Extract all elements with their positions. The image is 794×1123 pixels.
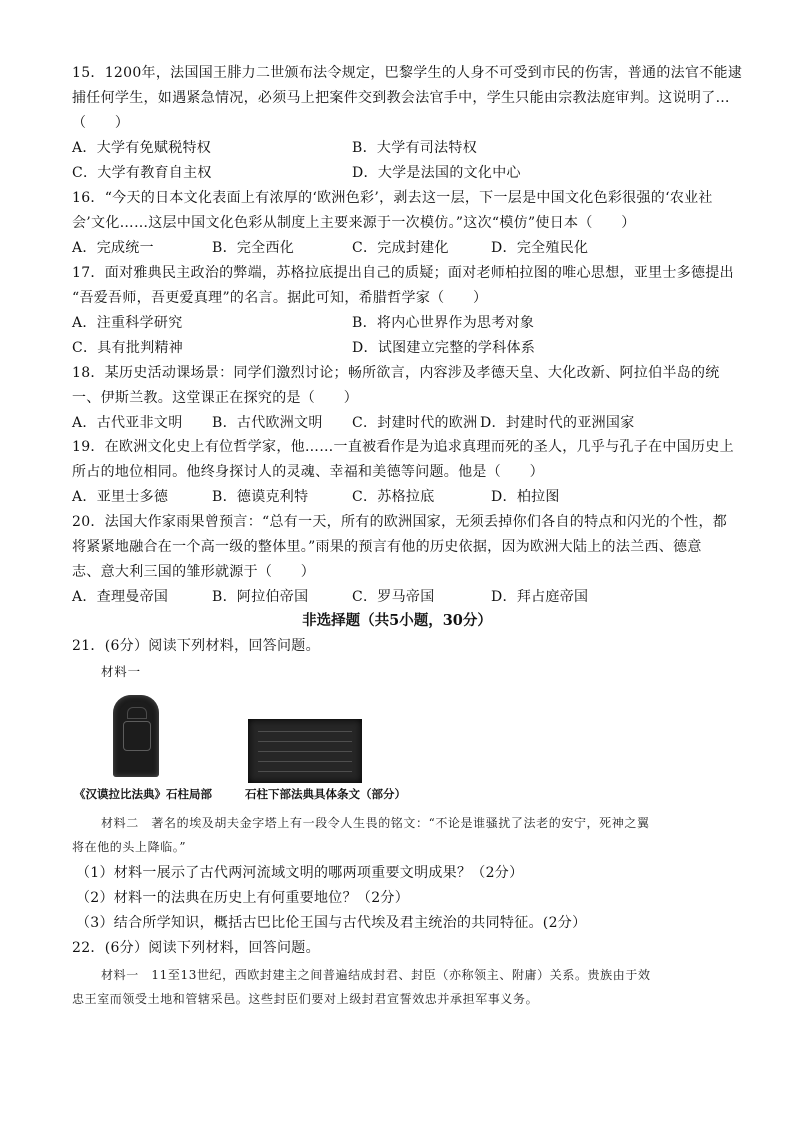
option-c: C．封建时代的欧洲 xyxy=(352,415,478,431)
option-d: D．柏拉图 xyxy=(491,489,560,505)
option-a: A．大学有免赋税特权 xyxy=(72,140,212,156)
option-c: C．苏格拉底 xyxy=(352,489,435,505)
option-a: A．查理曼帝国 xyxy=(72,589,169,605)
question-stem-line: “吾爱吾师，吾更爱真理”的名言。据此可知，希腊哲学家（ ） xyxy=(72,290,488,306)
question-stem-line: 16．“今天的日本文化表面上有浓厚的‘欧洲色彩’，剥去这一层，下一层是中国文化色彩很强的‘农业社 xyxy=(72,190,713,206)
material-line: 材料二 著名的埃及胡夫金字塔上有一段令人生畏的铭文：“不论是谁骚扰了法老的安宁，死神之翼 xyxy=(101,816,650,830)
question-stem-line: 将紧紧地融合在一个高一级的整体里。”雨果的预言有他的历史依据，因为欧洲大陆上的法兰西、德意 xyxy=(72,539,702,555)
option-a: A．完成统一 xyxy=(72,240,154,256)
question-stem-line: （ ） xyxy=(72,115,130,131)
material-label: 材料一 xyxy=(101,664,141,679)
question-stem-line: 捕任何学生，如遇紧急情况，必须马上把案件交到教会法官手中，学生只能由宗教法庭审判。这说明了… xyxy=(72,90,730,106)
inscription-row xyxy=(258,761,352,762)
question-intro: 22．(6分）阅读下列材料，回答问题。 xyxy=(72,940,320,956)
option-a: A．亚里士多德 xyxy=(72,489,169,505)
option-d: D．拜占庭帝国 xyxy=(491,589,589,605)
option-a: A．古代亚非文明 xyxy=(72,415,183,431)
image-caption: 《汉谟拉比法典》石柱局部 xyxy=(74,787,212,801)
option-d: D．封建时代的亚洲国家 xyxy=(480,415,635,431)
inscription-row xyxy=(258,751,352,752)
option-c: C．完成封建化 xyxy=(352,240,449,256)
hammurabi-stele-image xyxy=(113,695,159,777)
option-b: B．阿拉伯帝国 xyxy=(212,589,309,605)
option-d: D．大学是法国的文化中心 xyxy=(352,165,521,181)
inscription-row xyxy=(258,731,352,732)
inscription-row xyxy=(258,741,352,742)
question-stem-line: 一、伊斯兰教。这堂课正在探究的是（ ） xyxy=(72,390,358,406)
option-a: A．注重科学研究 xyxy=(72,315,183,331)
question-stem-line: 19．在欧洲文化史上有位哲学家，他……一直被看作是为追求真理而死的圣人，几乎与孔子在中国历史上 xyxy=(72,439,734,455)
material-line: 忠王室而领受土地和管辖采邑。这些封臣们要对上级封君宣誓效忠并承担军事义务。 xyxy=(72,992,539,1006)
question-stem-line: 17．面对雅典民主政治的弊端，苏格拉底提出自己的质疑；面对老师柏拉图的唯心思想，亚里士多德提出 xyxy=(72,265,734,281)
question-stem-line: 志、意大利三国的雏形就源于（ ） xyxy=(72,564,316,580)
law-code-inscription-image xyxy=(248,719,362,783)
stele-carving xyxy=(127,707,147,719)
question-stem-line: 20．法国大作家雨果曾预言：“总有一天，所有的欧洲国家，无须丢掉你们各自的特点和闪光的个性，都 xyxy=(72,514,728,530)
question-stem-line: 18．某历史活动课场景：同学们激烈讨论；畅所欲言，内容涉及孝德天皇、大化改新、阿拉伯半岛的统 xyxy=(72,365,720,381)
option-d: D．完全殖民化 xyxy=(491,240,589,256)
question-intro: 21．(6分）阅读下列材料，回答问题。 xyxy=(72,638,320,654)
inscription-row xyxy=(258,771,352,772)
section-title: 非选择题（共5小题，30分） xyxy=(302,612,492,629)
question-stem-line: 所占的地位相同。他终身探讨人的灵魂、幸福和美德等问题。他是（ ） xyxy=(72,464,544,480)
question-stem-line: 15．1200年，法国国王腓力二世颁布法令规定，巴黎学生的人身不可受到市民的伤害，普通的法官不能逮 xyxy=(72,65,743,81)
material-line: 材料一 11至13世纪，西欧封建主之间普遍结成封君、封臣（亦称领主、附庸）关系。贵族由于效 xyxy=(101,968,651,982)
option-b: B．完全西化 xyxy=(212,240,295,256)
option-b: B．将内心世界作为思考对象 xyxy=(352,315,535,331)
sub-question: （2）材料一的法典在历史上有何重要地位？（2分） xyxy=(76,890,410,906)
option-b: B．古代欧洲文明 xyxy=(212,415,323,431)
option-d: D．试图建立完整的学科体系 xyxy=(352,340,536,356)
question-stem-line: 会’文化……这层中国文化色彩从制度上主要来源于一次模仿。”这次“模仿”使日本（ ） xyxy=(72,215,636,231)
image-caption: 石柱下部法典具体条文（部分） xyxy=(245,787,406,801)
sub-question: （1）材料一展示了古代两河流域文明的哪两项重要文明成果？（2分） xyxy=(76,865,524,881)
option-c: C．罗马帝国 xyxy=(352,589,435,605)
option-b: B．德谟克利特 xyxy=(212,489,309,505)
material-line: 将在他的头上降临。” xyxy=(72,840,187,854)
option-c: C．大学有教育自主权 xyxy=(72,165,212,181)
option-b: B．大学有司法特权 xyxy=(352,140,477,156)
sub-question: （3）结合所学知识，概括古巴比伦王国与古代埃及君主统治的共同特征。(2分） xyxy=(76,915,587,931)
stele-carving xyxy=(123,721,151,751)
option-c: C．具有批判精神 xyxy=(72,340,184,356)
